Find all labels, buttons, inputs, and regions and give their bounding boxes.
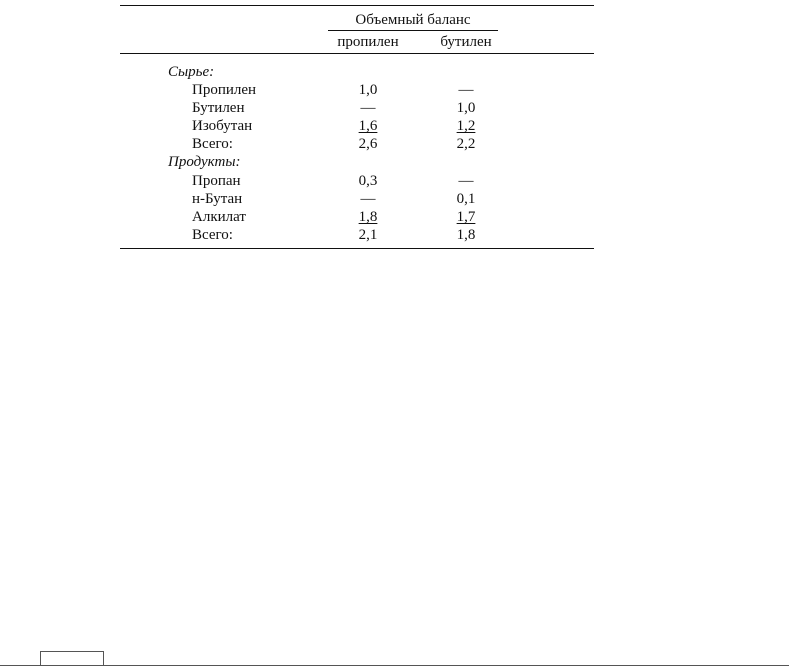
row-label: Алкилат: [192, 209, 246, 225]
column-header-butylene: бутилен: [440, 34, 492, 50]
footer-tab-shape: [40, 651, 104, 665]
row-label: Пропан: [192, 173, 241, 189]
table-bottom-rule: [120, 248, 594, 249]
cell-propylene-underlined: 1,8: [358, 209, 378, 225]
column-group-header: Объемный баланс: [355, 12, 471, 28]
cell-butylene: —: [458, 82, 474, 98]
cell-propylene: —: [360, 100, 376, 116]
cell-butylene: 1,0: [456, 100, 476, 116]
row-label-total: Всего:: [192, 136, 233, 152]
row-label: н-Бутан: [192, 191, 243, 207]
cell-propylene-underlined: 1,6: [358, 118, 378, 134]
cell-butylene: —: [458, 173, 474, 189]
row-label: Пропилен: [192, 82, 257, 98]
cell-propylene: —: [360, 191, 376, 207]
row-label-total: Всего:: [192, 227, 233, 243]
column-group-rule: [328, 30, 498, 31]
table-top-rule: [120, 5, 594, 6]
cell-propylene-total: 2,1: [358, 227, 378, 243]
page-bottom-rule: [0, 665, 789, 666]
cell-propylene: 1,0: [358, 82, 378, 98]
cell-butylene-total: 2,2: [456, 136, 476, 152]
section-title-feed: Сырье:: [168, 64, 215, 80]
section-title-products: Продукты:: [168, 154, 241, 170]
row-label: Изобутан: [192, 118, 253, 134]
cell-butylene-underlined: 1,7: [456, 209, 476, 225]
row-label: Бутилен: [192, 100, 245, 116]
cell-butylene: 0,1: [456, 191, 476, 207]
column-header-propylene: пропилен: [337, 34, 399, 50]
cell-propylene: 0,3: [358, 173, 378, 189]
cell-butylene-underlined: 1,2: [456, 118, 476, 134]
cell-butylene-total: 1,8: [456, 227, 476, 243]
cell-propylene-total: 2,6: [358, 136, 378, 152]
header-rule: [120, 53, 594, 54]
